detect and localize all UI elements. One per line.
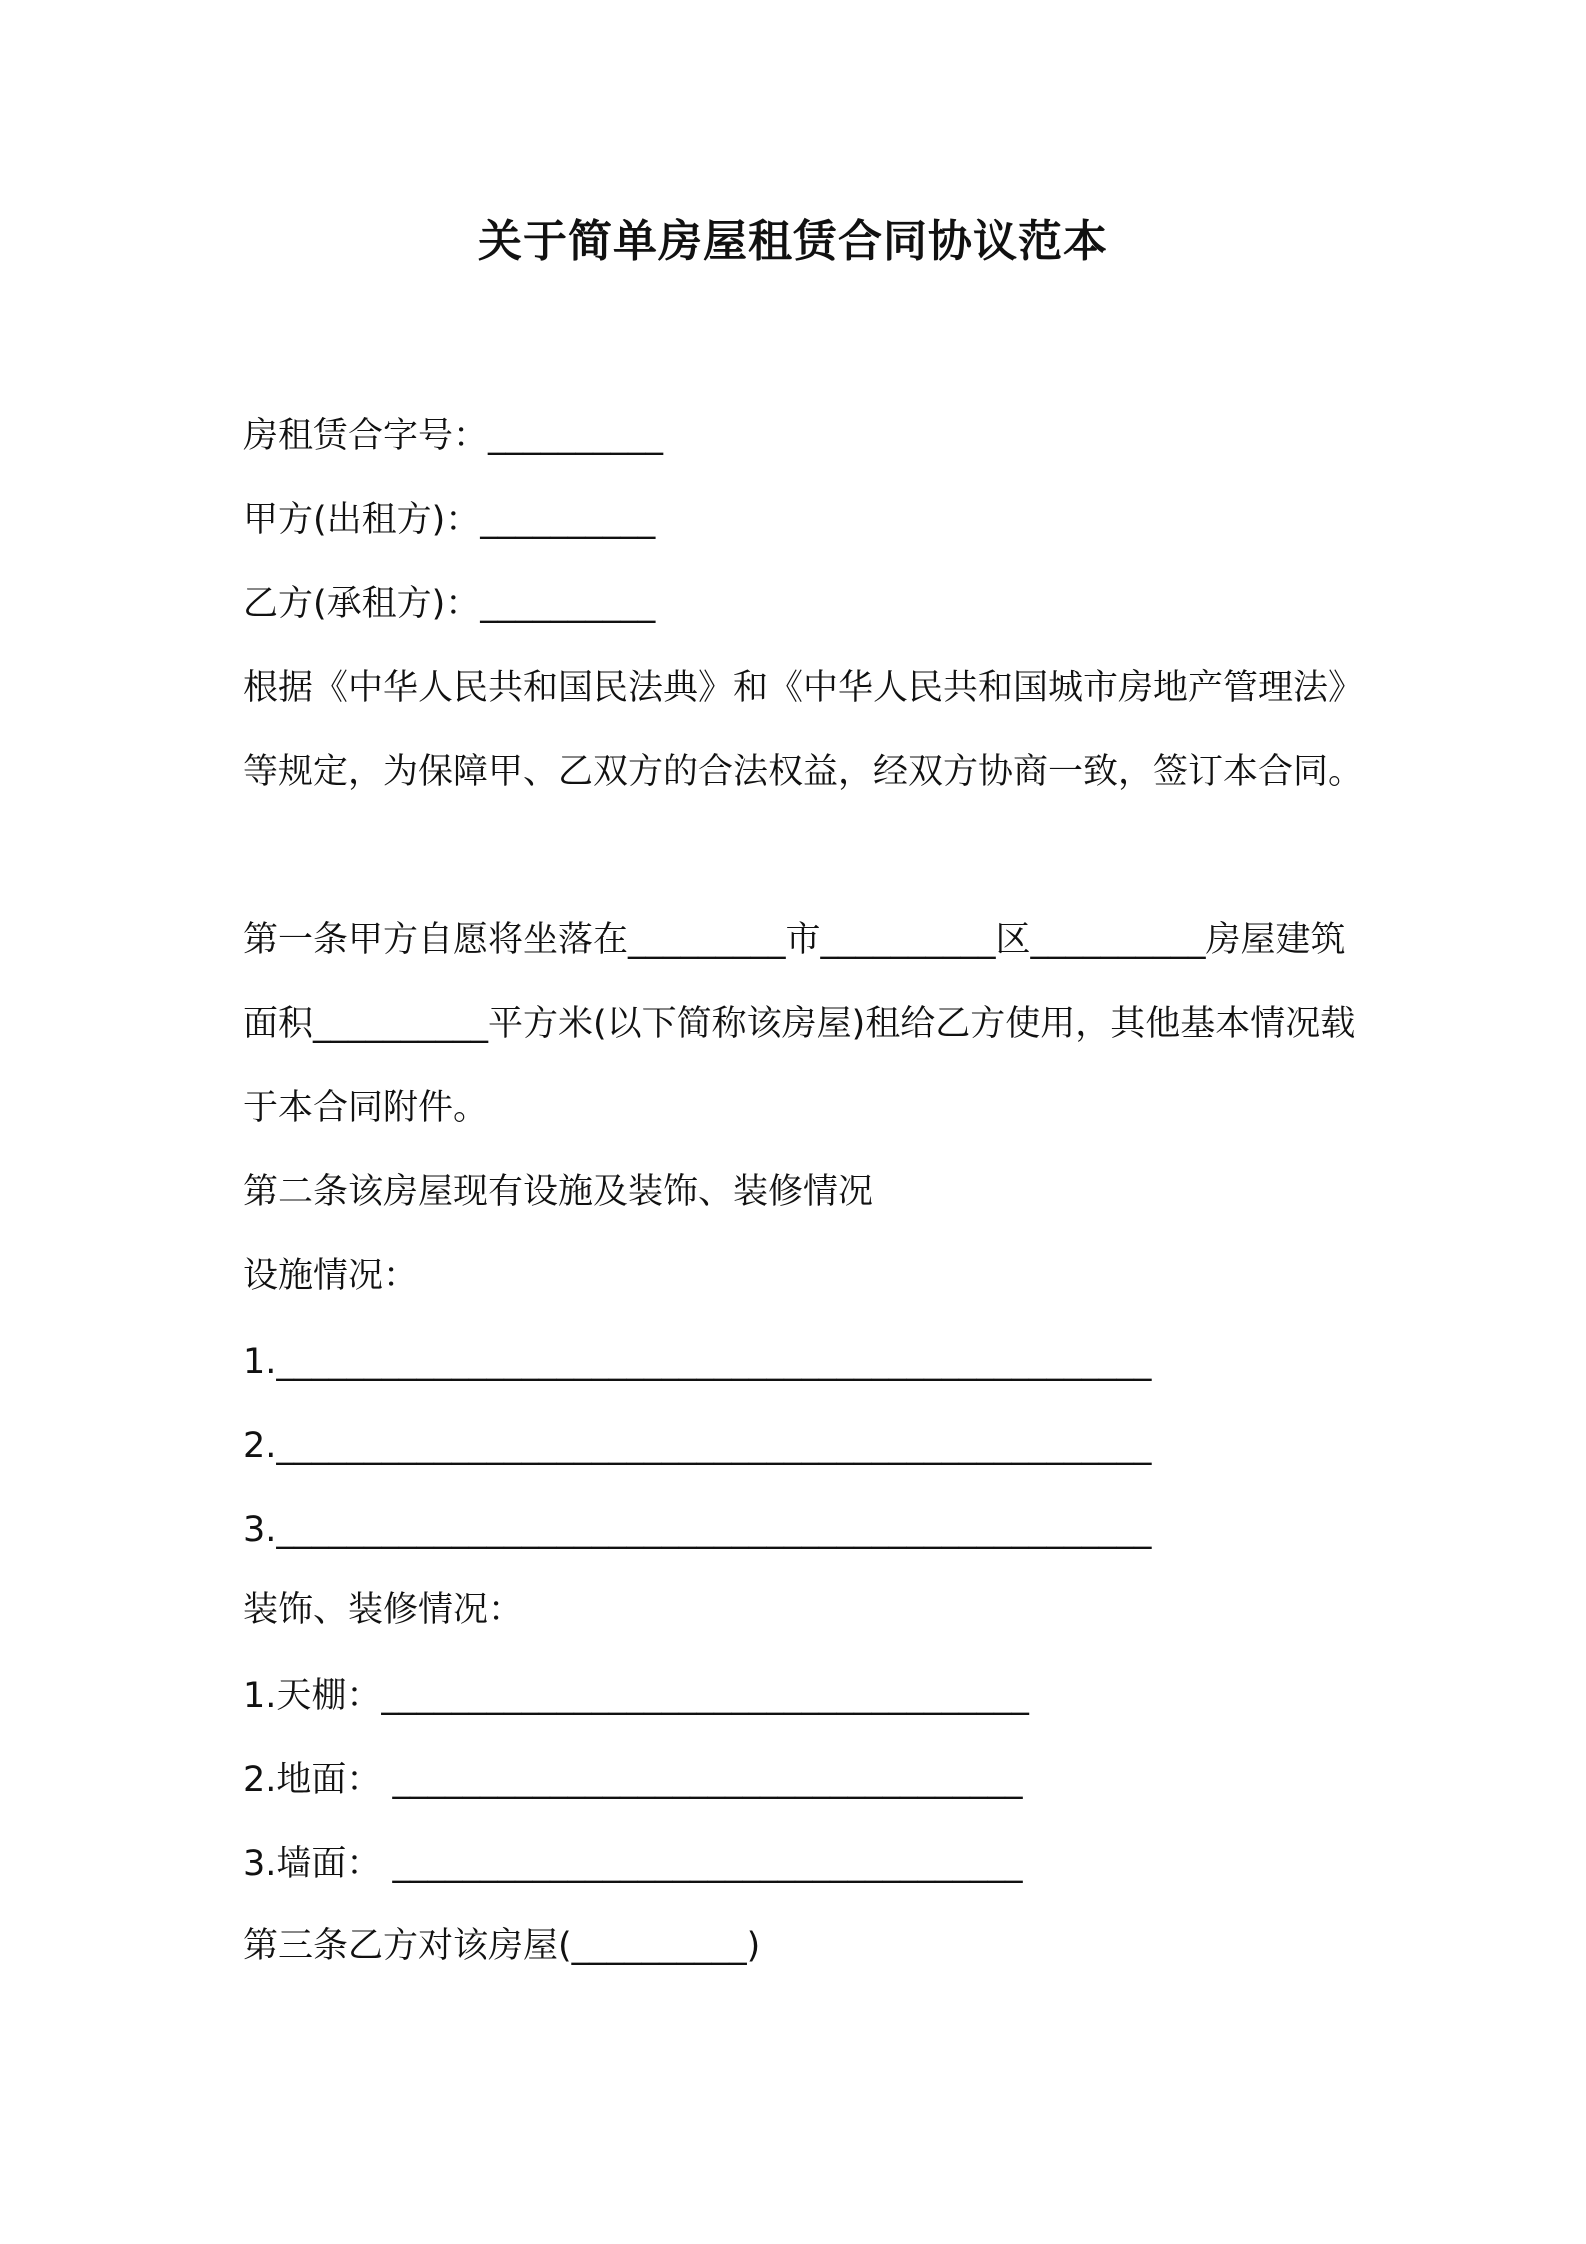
facility-item-3: 3.__________________________________________________ <box>243 1510 1152 1550</box>
article-1-paragraph: 第一条甲方自愿将坐落在_________市__________区__________房屋建筑面积__________平方米(以下简称该房屋)租给乙方使用，其他基本情况载于本合同附件。 <box>243 920 1356 1128</box>
decoration-item-floor: 2.地面： ____________________________________ <box>243 1760 1023 1800</box>
article-2-heading: 第二条该房屋现有设施及装饰、装修情况 <box>243 1172 874 1212</box>
facility-item-1: 1.__________________________________________________ <box>243 1342 1152 1382</box>
decoration-item-wall: 3.墙面： ____________________________________ <box>243 1844 1023 1884</box>
decoration-heading: 装饰、装修情况： <box>243 1590 524 1630</box>
contract-number-line: 房租赁合字号：__________ <box>243 416 664 456</box>
decoration-item-ceiling: 1.天棚：_____________________________________ <box>243 1676 1029 1716</box>
article-3-line: 第三条乙方对该房屋(__________) <box>243 1926 761 1966</box>
party-a-line: 甲方(出租方)：__________ <box>243 500 656 540</box>
document-title: 关于简单房屋租赁合同协议范本 <box>478 216 1108 267</box>
party-b-line: 乙方(承租方)：__________ <box>243 584 656 624</box>
facility-item-2: 2.__________________________________________________ <box>243 1426 1152 1466</box>
preamble-paragraph: 根据《中华人民共和国民法典》和《中华人民共和国城市房地产管理法》等规定，为保障甲、乙双方的合法权益，经双方协商一致，签订本合同。 <box>243 668 1364 792</box>
facilities-heading: 设施情况： <box>243 1256 419 1296</box>
